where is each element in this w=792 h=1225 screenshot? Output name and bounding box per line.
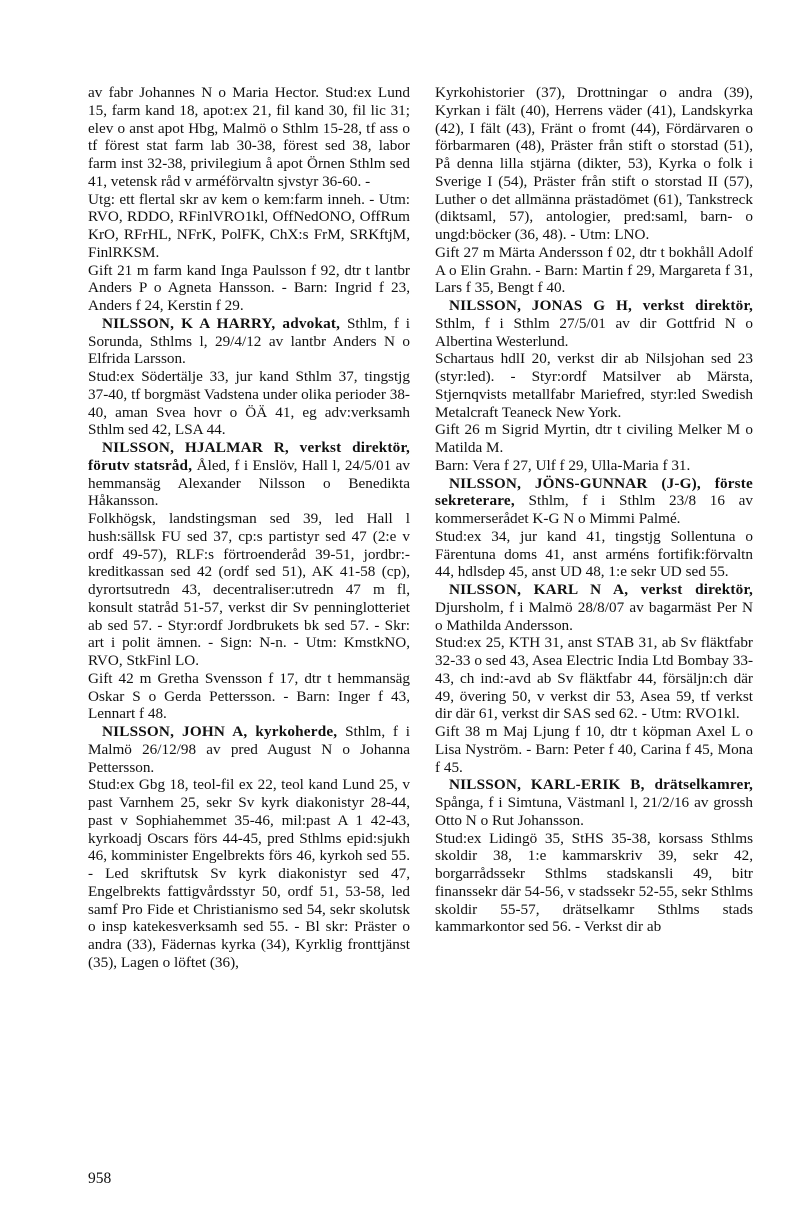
entry-name: NILSSON, KARL N A, verkst direktör,	[449, 581, 753, 598]
entry-paragraph: Stud:ex Gbg 18, teol-fil ex 22, teol kand Lund 25, v past Varnhem 25, sekr Sv kyrk diakonistyr 28-44, past v Sophiahemmet 35-46, mil:past A 1 42-43, kyrkoadj Oscars förs 44-45, pred Sthlms epid:sjukh 46, komminister Engelbrekts förs 46, kyrkoh sed 55. - Led skriftutsk Sv kyrk diakonistyr sed 47, Engelbrekts fattigvårdsstyr 50, ordf 51, 53-58, led samf Pro Fide et Christianismo sed 54, sekr skolutsk o insp katekesverksamh sed 55. - Bl skr: Präster o andra (33), Fädernas kyrka (34), Kyrklig fronttjänst (35), Lagen o löftet (36),	[88, 776, 410, 971]
entry-paragraph: Stud:ex Södertälje 33, jur kand Sthlm 37, tingstjg 37-40, tf borgmäst Vadstena under olika perioder 38-40, aman Svea hovr o ÖÄ 41, eg adv:verksamh Sthlm sed 42, LSA 44.	[88, 368, 410, 439]
biography-entry	[435, 776, 753, 829]
page-number: 958	[88, 1170, 112, 1187]
entry-paragraph: Folkhögsk, landstingsman sed 39, led Hall l hush:sällsk FU sed 37, cp:s partistyr sed 47 (2:e v ordf 49-57), RLF:s förtroenderåd 39-51, jordbr:-kreditkassan sed 42 (ordf sed 51), AK 41-58 (cp), dyrortsutredn 43, decentraliser:utredn 47 m fl, konsult statråd 51-57, verkst dir Sv penninglotteriet ab sed 57. - Styr:ordf Jordbrukets bk sed 57. - Skr: art i polit ämnen. - Sign: N-n. - Utm: KmstkNO, RVO, StkFinl LO.	[88, 510, 410, 669]
biography-entry	[88, 315, 410, 368]
entry-paragraph: Barn: Vera f 27, Ulf f 29, Ulla-Maria f 31.	[435, 456, 691, 474]
entry-paragraph: Stud:ex 25, KTH 31, anst STAB 31, ab Sv fläktfabr 32-33 o sed 43, Asea Electric India Ltd Bombay 33-43, ch ind:-avd ab Sv fläktfabr 44, försäljn:ch där 49, övering 50, v verkst dir 53, Asea 59, tf verkst dir där 61, verkst dir SAS sed 62. - Utm: RVO1kl.	[435, 634, 753, 723]
entry-name: NILSSON, JONAS G H, verkst direktör,	[449, 297, 753, 314]
entry-text: Sthlm, f i Sthlm 27/5/01 av dir Gottfrid N o Albertina Westerlund.	[435, 314, 753, 350]
entry-paragraph: Stud:ex 34, jur kand 41, tingstjg Sollentuna o Färentuna doms 41, anst arméns fortifik:förvaltn 44, hdlsdep 45, anst UD 48, 1:e sekr UD sed 55.	[435, 527, 753, 581]
entry-paragraph: Gift 26 m Sigrid Myrtin, dtr t civiling Melker M o Matilda M.	[435, 421, 753, 456]
left-column	[88, 84, 410, 972]
entry-text: Åled, f i Enslöv, Hall l, 24/5/01 av hemmansäg Alexander Nilsson o Benedikta Håkansson.	[88, 456, 410, 510]
biography-entry	[435, 581, 753, 634]
biography-entry	[435, 475, 753, 528]
entry-paragraph: Kyrkohistorier (37), Drottningar o andra (39), Kyrkan i fält (40), Herrens väder (41), Landskyrka (42), I fält (43), Fränt o fromt (44), Fördärvaren o förbarmaren (48), Präster från stift o storstad (51), På denna lilla stjärna (dikter, 53), Kyrka o folk i Sverige I (54), Präster från stift o storstad II (57), Luther o det allmänna prästadömet (61), Tankstreck (diktsaml, 57), antologier, pred:saml, barn- o ungd:böcker (36, 48). - Utm: LNO.	[435, 84, 753, 243]
biography-entry	[88, 723, 410, 776]
entry-name: NILSSON, KARL-ERIK B, drätselkamrer,	[449, 776, 753, 794]
entry-text: Djursholm, f i Malmö 28/8/07 av bagarmäst Per N o Mathilda Andersson.	[435, 598, 753, 634]
biography-entry	[88, 439, 410, 510]
entry-paragraph: Gift 42 m Gretha Svensson f 17, dtr t hemmansäg Oskar S o Gerda Pettersson. - Barn: Inger f 43, Lennart f 48.	[88, 669, 410, 723]
right-column	[435, 84, 753, 936]
biography-entry	[435, 297, 753, 350]
entry-name: NILSSON, JÖNS-GUNNAR (J-G), förste sekreterare,	[435, 474, 753, 510]
entry-paragraph: Gift 21 m farm kand Inga Paulsson f 92, dtr t lantbr Anders P o Agneta Hansson. - Barn: Ingrid f 23, Anders f 24, Kerstin f 29.	[88, 261, 410, 314]
entry-text: Sthlm, f i Sorunda, Sthlms l, 29/4/12 av lantbr Anders N o Elfrida Larsson.	[88, 314, 410, 368]
entry-name: NILSSON, JOHN A, kyrkoherde,	[102, 723, 338, 740]
entry-paragraph: Gift 27 m Märta Andersson f 02, dtr t bokhåll Adolf A o Elin Grahn. - Barn: Martin f 29, Margareta f 31, Lars f 35, Bengt f 40.	[435, 243, 753, 297]
entry-paragraph: Gift 38 m Maj Ljung f 10, dtr t köpman Axel L o Lisa Nyström. - Barn: Peter f 40, Carina f 45, Mona f 45.	[435, 723, 753, 776]
entry-paragraph: Utg: ett flertal skr av kem o kem:farm inneh. - Utm: RVO, RDDO, RFinlVRO1kl, OffNedONO, OffRum KrO, RFrHL, NFrK, PolFK, ChX:s FrM, SRKftjM, FinlRKSM.	[88, 190, 410, 261]
entry-name: NILSSON, HJALMAR R, verkst direktör, förutv statsråd,	[88, 439, 410, 474]
entry-text: Sthlm, f i Malmö 26/12/98 av pred August N o Johanna Pettersson.	[88, 723, 410, 776]
entry-text: Sthlm, f i Sthlm 23/8 16 av kommerserådet K-G N o Mimmi Palmé.	[435, 492, 753, 527]
entry-paragraph: av fabr Johannes N o Maria Hector. Stud:ex Lund 15, farm kand 18, apot:ex 21, fil kand 30, fil lic 31; elev o anst apot Hbg, Malmö o Sthlm 15-28, tf ass o tf förest stat farm lab 30-38, förest sed 38, labor farm inst 32-38, privilegium å apot Örnen Sthlm sed 41, vetensk råd v arméförvaltn sjvstyr 36-60. -	[88, 84, 410, 190]
entry-name: NILSSON, K A HARRY, advokat,	[102, 314, 341, 332]
entry-text: Spånga, f i Simtuna, Västmanl l, 21/2/16 av grossh Otto N o Rut Johansson.	[435, 794, 753, 829]
entry-paragraph: Stud:ex Lidingö 35, StHS 35-38, korsass Sthlms skoldir 38, 1:e kammarskriv 39, sekr 42, borgarrådssekr Sthlms stadskansli 49, bitr finanssekr där 54-56, v stadssekr 52-55, sekr Sthlms skoldir 55-57, drätselkamr Sthlms stads kammarkontor sed 56. - Verkst dir ab	[435, 829, 753, 936]
entry-paragraph: Schartaus hdlI 20, verkst dir ab Nilsjohan sed 23 (styr:led). - Styr:ordf Matsilver ab Märsta, Stjernqvists metallfabr Mariefred, styr:led Swedish Metalcraft Teaneck New York.	[435, 350, 753, 421]
